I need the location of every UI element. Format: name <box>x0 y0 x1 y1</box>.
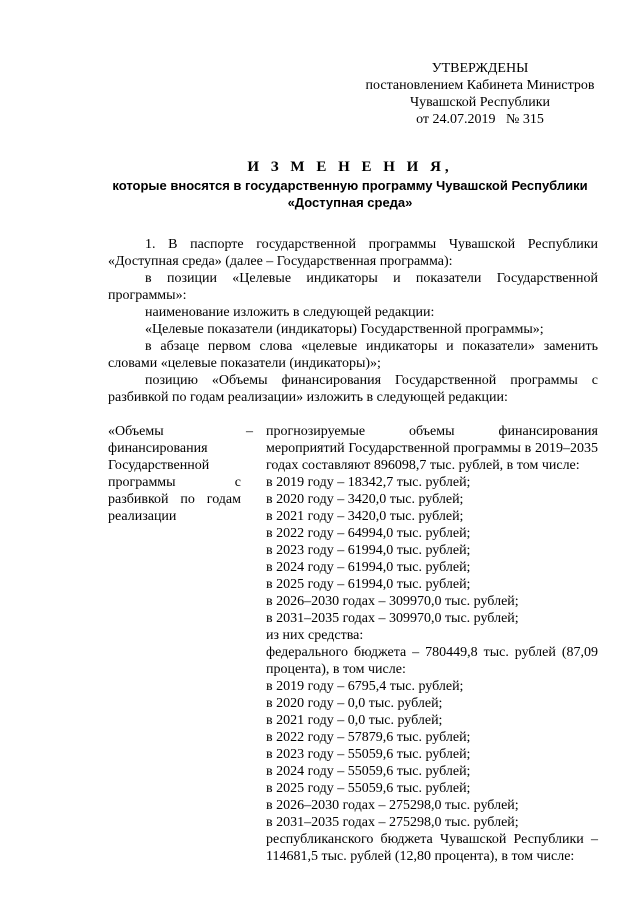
approval-title: УТВЕРЖДЕНЫ <box>431 61 529 76</box>
list-item: в 2020 году – 3420,0 тыс. рублей; <box>266 492 464 507</box>
list-item: в 2022 году – 64994,0 тыс. рублей; <box>266 526 471 541</box>
list-item: в 2031–2035 годах – 309970,0 тыс. рублей; <box>266 611 519 626</box>
paragraph-5: в абзаце первом слова «целевые индикаторы и показатели» заменить словами «целевые показатели (индикаторы)»; <box>108 339 598 371</box>
list-item: в 2031–2035 годах – 275298,0 тыс. рублей; <box>266 815 519 830</box>
list-item: из них средства: <box>266 628 364 643</box>
title-subject: которые вносятся в государственную программу Чувашской Республики <box>112 178 588 193</box>
list-item: в 2023 году – 61994,0 тыс. рублей; <box>266 543 471 558</box>
list-item: в 2021 году – 0,0 тыс. рублей; <box>266 713 443 728</box>
paragraph-6: позицию «Объемы финансирования Государственной программы с разбивкой по годам реализации» изложить в следующей редакции: <box>108 373 598 405</box>
financing-values <box>266 423 598 865</box>
paragraph-3: наименование изложить в следующей редакции: <box>145 305 435 320</box>
approval-block <box>360 60 600 128</box>
list-item: в 2024 году – 55059,6 тыс. рублей; <box>266 764 471 779</box>
list-item: в 2022 году – 57879,6 тыс. рублей; <box>266 730 471 745</box>
list-item: в 2026–2030 годах – 275298,0 тыс. рублей; <box>266 798 519 813</box>
list-item: в 2026–2030 годах – 309970,0 тыс. рублей; <box>266 594 519 609</box>
document-body <box>108 236 598 406</box>
list-item: в 2019 году – 6795,4 тыс. рублей; <box>266 679 464 694</box>
list-item: в 2023 году – 55059,6 тыс. рублей; <box>266 747 471 762</box>
approval-line-decree: постановлением Кабинета Министров <box>365 78 595 93</box>
paragraph-2: в позиции «Целевые индикаторы и показатели Государственной программы»: <box>108 271 598 303</box>
list-item: в 2019 году – 18342,7 тыс. рублей; <box>266 475 471 490</box>
list-item: в 2025 году – 55059,6 тыс. рублей; <box>266 781 471 796</box>
title-heading: И З М Е Н Е Н И Я, <box>247 159 453 175</box>
list-item: в 2021 году – 3420,0 тыс. рублей; <box>266 509 464 524</box>
list-item: в 2025 году – 61994,0 тыс. рублей; <box>266 577 471 592</box>
republic-budget: республиканского бюджета Чувашской Республики – 114681,5 тыс. рублей (12,80 процента), в том числе: <box>266 832 598 864</box>
financing-label: «Объемы финансирования Государственной программы с разбивкой по годам реализации <box>108 424 241 524</box>
list-item: в 2024 году – 61994,0 тыс. рублей; <box>266 560 471 575</box>
approval-line-republic: Чувашской Республики <box>409 95 551 110</box>
list-item: в 2020 году – 0,0 тыс. рублей; <box>266 696 443 711</box>
approval-line-date: от 24.07.2019 № 315 <box>416 112 544 127</box>
paragraph-1: 1. В паспорте государственной программы Чувашской Республики «Доступная среда» (далее – Государственная программа): <box>108 237 598 269</box>
document-title <box>100 158 600 211</box>
federal-budget: федерального бюджета – 780449,8 тыс. рублей (87,09 процента), в том числе: <box>266 645 598 677</box>
paragraph-4: «Целевые показатели (индикаторы) Государственной программы»; <box>145 322 544 337</box>
financing-dash: – <box>246 424 253 439</box>
financing-total: прогнозируемые объемы финансирования мероприятий Государственной программы в 2019–2035 годах составляют 896098,7 тыс. рублей, в том числе: <box>266 424 598 473</box>
title-program-name: «Доступная среда» <box>287 195 413 210</box>
